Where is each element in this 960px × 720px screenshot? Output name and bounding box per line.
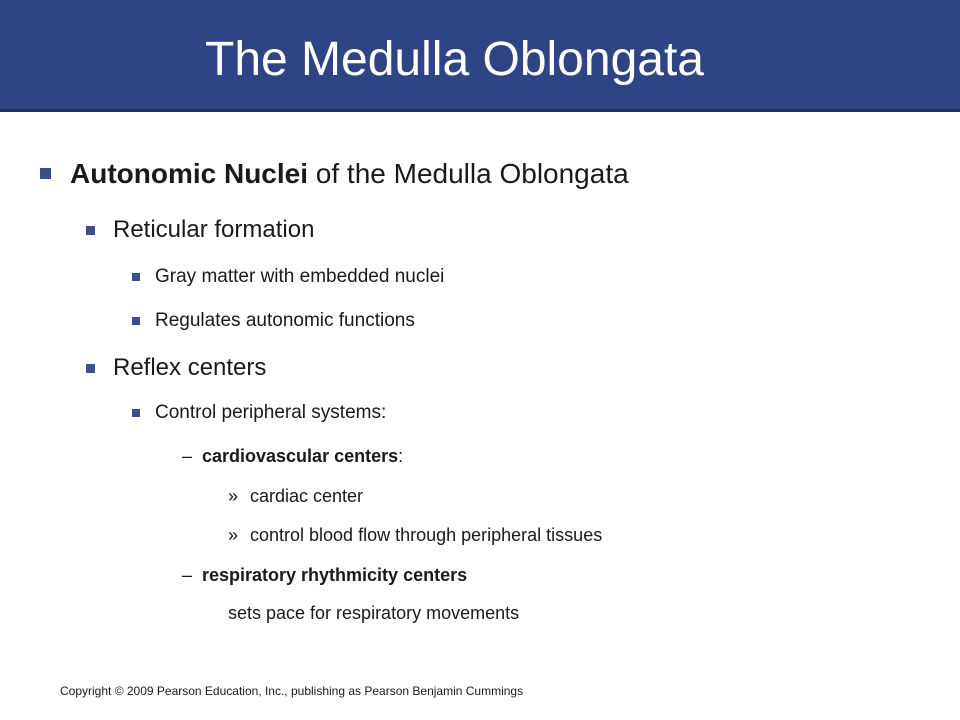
square-bullet-icon — [132, 317, 140, 325]
list-item-regulates: Regulates autonomic functions — [155, 310, 415, 331]
dash-marker: – — [182, 565, 193, 585]
slide-title: The Medulla Oblongata — [205, 33, 704, 86]
copyright-footer: Copyright © 2009 Pearson Education, Inc., publishing as Pearson Benjamin Cummings — [60, 684, 524, 698]
subitem-control-blood-flow: control blood flow through peripheral tissues — [250, 525, 603, 545]
respiratory-bold-text: respiratory rhythmicity centers — [202, 565, 468, 585]
heading-rest-text: of the Medulla Oblongata — [308, 158, 629, 189]
list-item-gray-matter: Gray matter with embedded nuclei — [155, 266, 445, 287]
cardiovascular-suffix: : — [398, 446, 404, 466]
list-item-control-peripheral: Control peripheral systems: — [155, 402, 387, 423]
heading-bold-text: Autonomic Nuclei — [70, 158, 309, 189]
respiratory-note: sets pace for respiratory movements — [228, 603, 520, 623]
title-bar — [0, 0, 960, 112]
subitem-cardiac-center: cardiac center — [250, 486, 364, 506]
cardiovascular-centers — [202, 445, 403, 467]
section-label-reflex-centers: Reflex centers — [113, 354, 267, 381]
raquo-marker: » — [228, 525, 239, 545]
square-bullet-icon — [132, 273, 140, 281]
dash-marker: – — [182, 446, 193, 466]
raquo-marker: » — [228, 486, 239, 506]
section-label-reticular-formation: Reticular formation — [113, 216, 315, 243]
square-bullet-icon — [86, 364, 95, 373]
square-bullet-icon — [40, 168, 51, 179]
square-bullet-icon — [86, 226, 95, 235]
cardiovascular-bold-text: cardiovascular centers — [202, 446, 399, 466]
square-bullet-icon — [132, 409, 140, 417]
main-heading — [70, 157, 629, 191]
respiratory-centers — [202, 564, 467, 586]
